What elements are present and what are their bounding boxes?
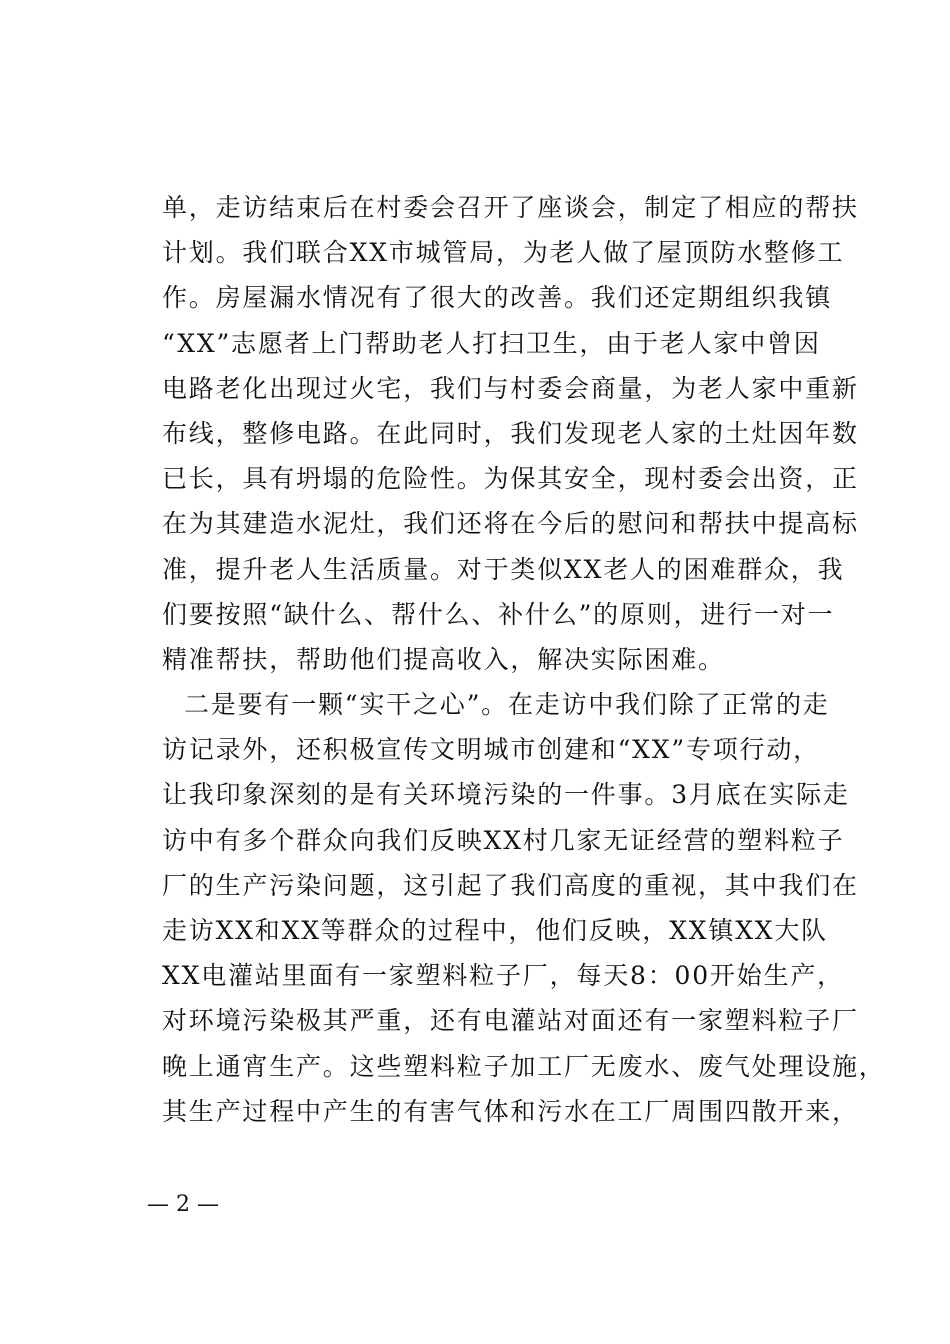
text-line: 厂的生产污染问题，这引起了我们高度的重视，其中我们在: [162, 870, 859, 900]
text-line: 在为其建造水泥灶，我们还将在今后的慰问和帮扶中提高标: [162, 509, 859, 539]
text-line: 走访XX和XX等群众的过程中，他们反映，XX镇XX大队: [162, 916, 828, 945]
text-line: 访中有多个群众向我们反映XX村几家无证经营的塑料粒子: [162, 825, 845, 855]
text-line: 们要按照“缺什么、帮什么、补什么”的原则，进行一对一: [162, 599, 835, 629]
text-line: 电路老化出现过火宅，我们与村委会商量，为老人家中重新: [162, 373, 859, 403]
text-line: 晚上通宵生产。这些塑料粒子加工厂无废水、废气处理设施，: [162, 1051, 886, 1081]
text-line: 计划。我们联合XX市城管局，为老人做了屋顶防水整修工: [162, 238, 845, 268]
text-line: 其生产过程中产生的有害气体和污水在工厂周围四散开来，: [162, 1096, 859, 1126]
text-line: 精准帮扶，帮助他们提高收入，解决实际困难。: [162, 644, 725, 674]
paragraph-1: [162, 185, 859, 682]
paragraph-2: [162, 682, 886, 1134]
text-line: 布线，整修电路。在此同时，我们发现老人家的土灶因年数: [162, 418, 859, 448]
text-line: XX电灌站里面有一家塑料粒子厂，每天8：00开始生产，: [162, 961, 844, 991]
body-text: [162, 185, 886, 1134]
text-line: 准，提升老人生活质量。对于类似XX老人的困难群众，我: [162, 554, 845, 584]
text-line: 让我印象深刻的是有关环境污染的一件事。3月底在实际走: [162, 780, 850, 810]
page-number: — 2 —: [147, 1192, 219, 1217]
text-line: 访记录外，还积极宣传文明城市创建和“XX”专项行动，: [162, 735, 820, 765]
text-line: 二是要有一颗“实干之心”。在走访中我们除了正常的走: [184, 690, 830, 720]
text-line: 已长，具有坍塌的危险性。为保其安全，现村委会出资，正: [162, 464, 859, 494]
text-line: “XX”志愿者上门帮助老人打扫卫生，由于老人家中曾因: [162, 328, 821, 358]
text-line: 对环境污染极其严重，还有电灌站对面还有一家塑料粒子厂: [162, 1006, 859, 1036]
text-line: 单，走访结束后在村委会召开了座谈会，制定了相应的帮扶: [162, 193, 859, 222]
text-line: 作。房屋漏水情况有了很大的改善。我们还定期组织我镇: [162, 283, 833, 313]
